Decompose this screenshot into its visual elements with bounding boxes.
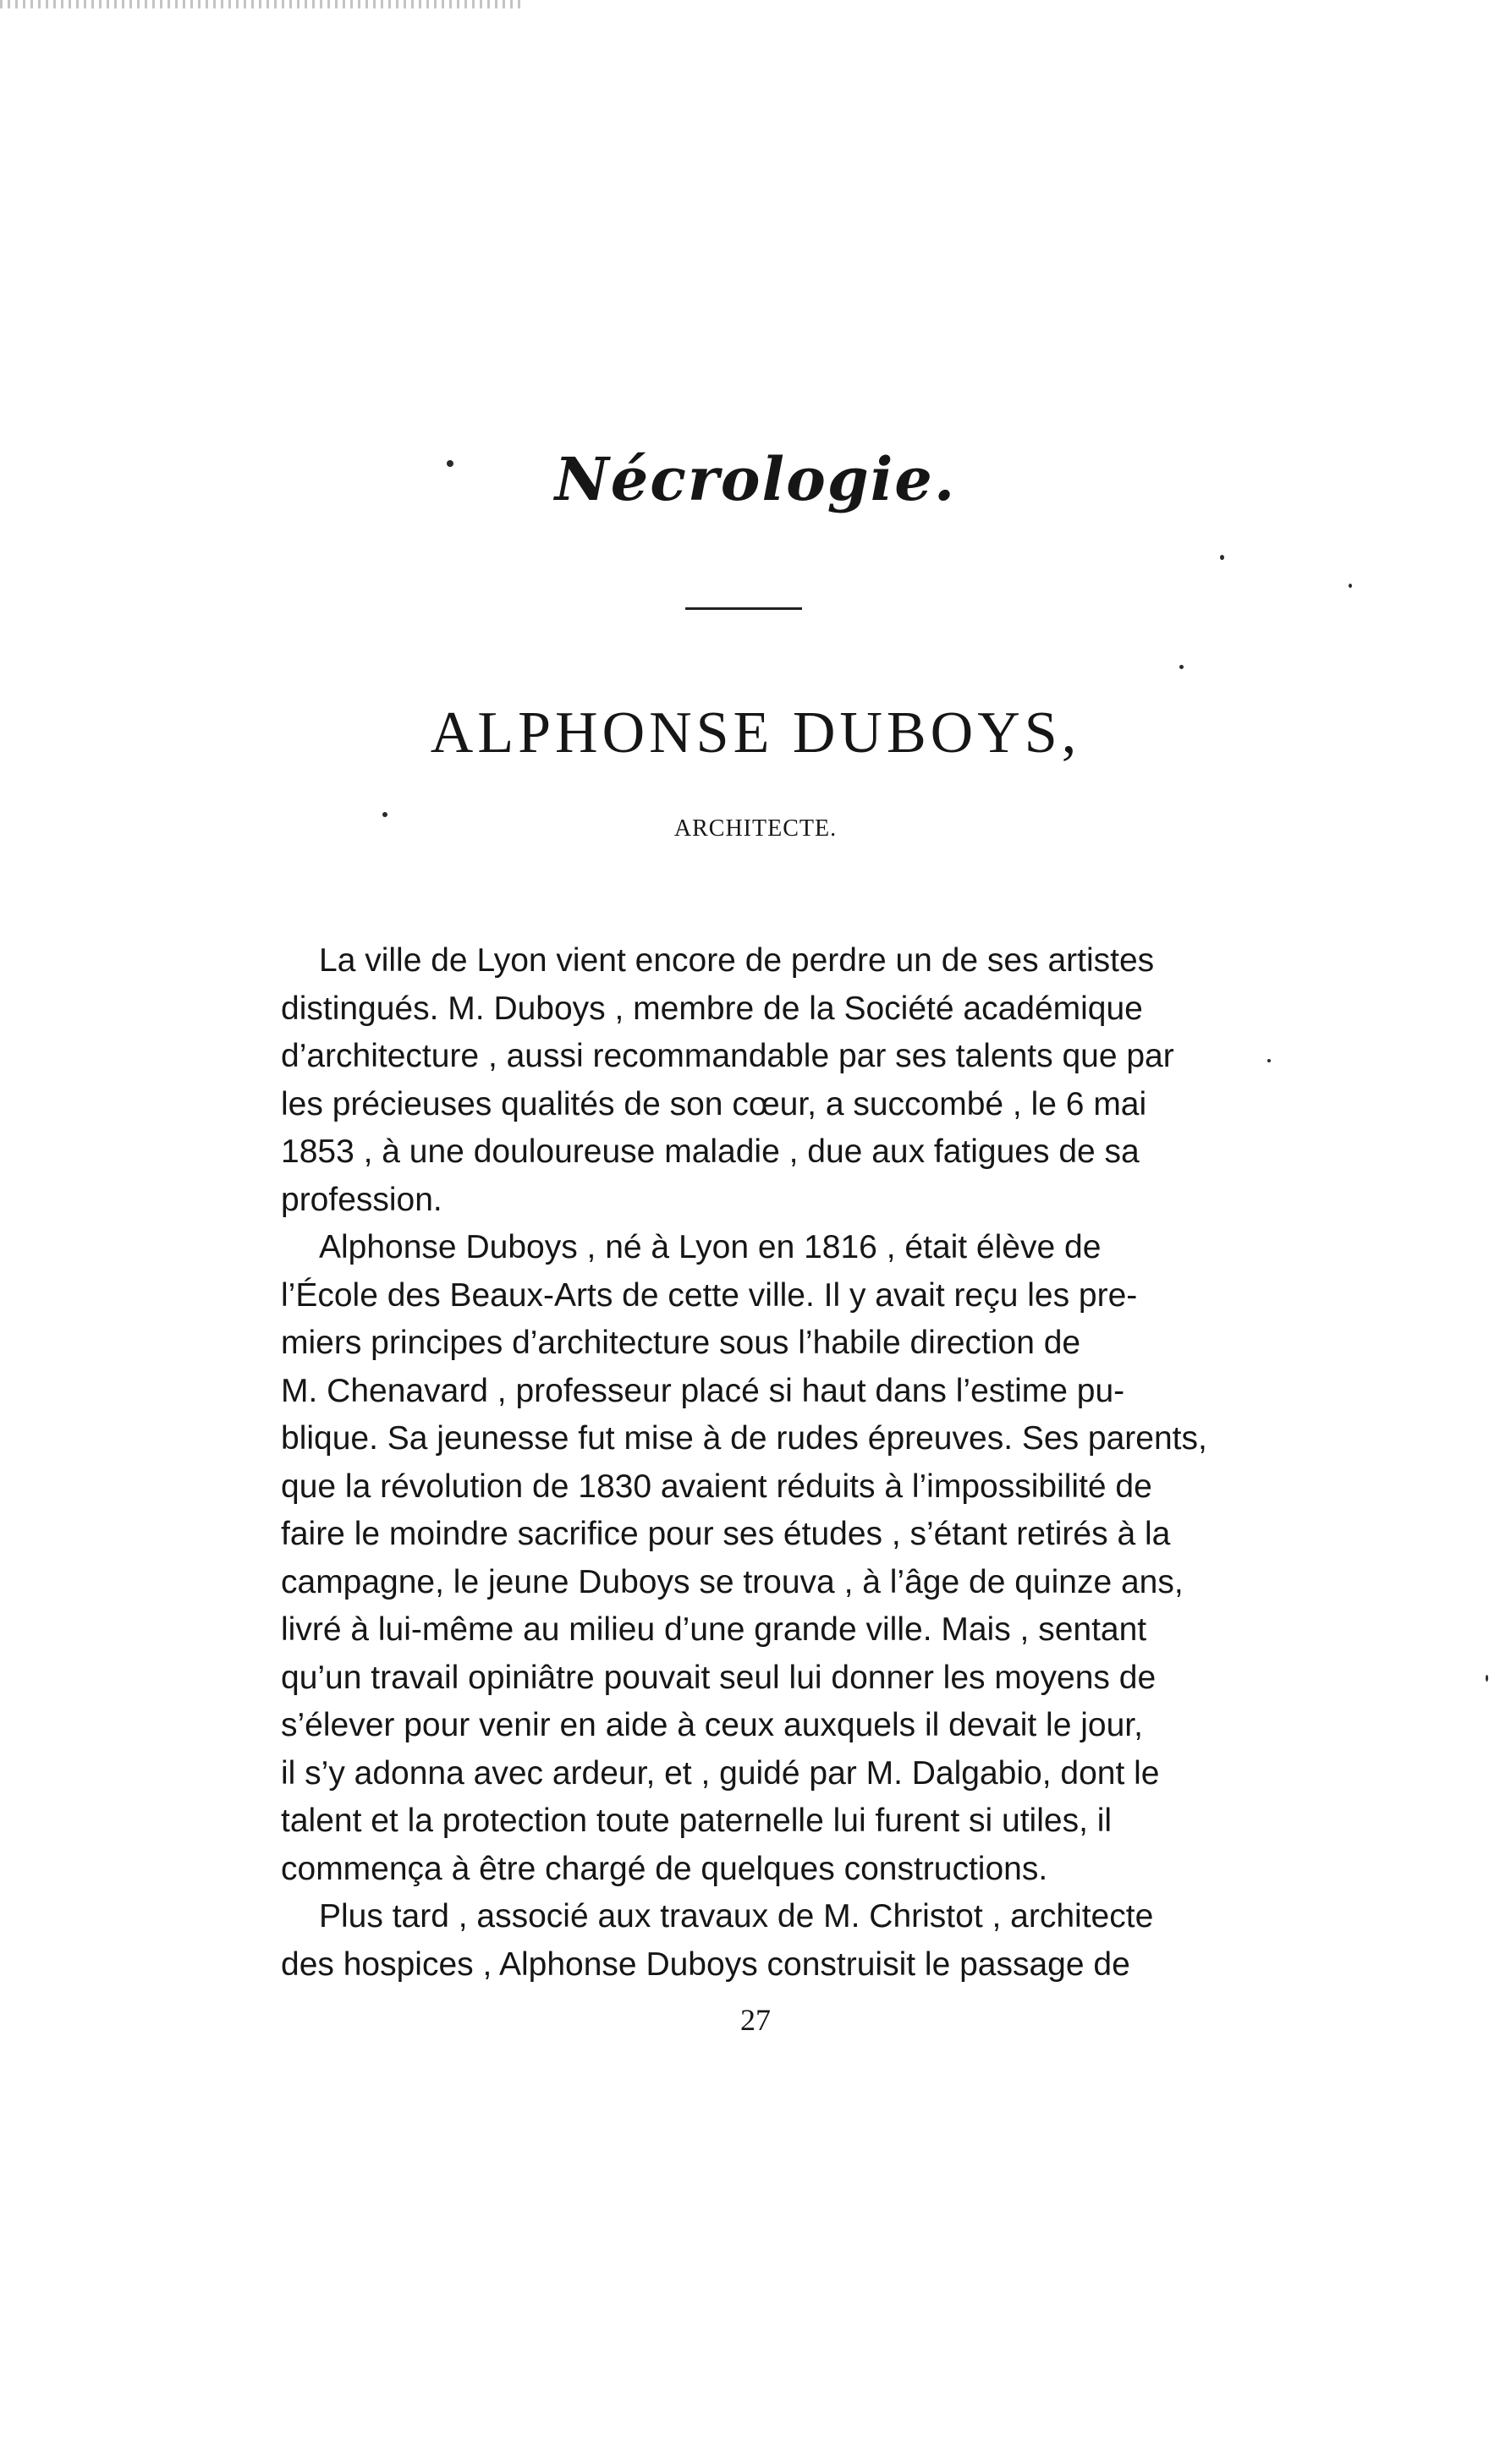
text-line: qu’un travail opiniâtre pouvait seul lui donner les moyens de bbox=[281, 1659, 1157, 1696]
text-line: des hospices , Alphonse Duboys construisit le passage de bbox=[281, 1945, 1130, 1983]
paragraph bbox=[281, 937, 1186, 1224]
obituary-name: ALPHONSE DUBOYS, bbox=[430, 700, 1081, 766]
text-line: miers principes d’architecture sous l’habile direction de bbox=[281, 1325, 1081, 1361]
text-line: Alphonse Duboys , né à Lyon en 1816 , était élève de bbox=[319, 1229, 1102, 1265]
text-line: Plus tard , associé aux travaux de M. Christot , architecte bbox=[319, 1898, 1154, 1934]
text-line: l’École des Beaux-Arts de cette ville. Il y avait reçu les pre- bbox=[281, 1276, 1138, 1314]
text-line: d’architecture , aussi recommandable par ses talents que par bbox=[281, 1038, 1174, 1074]
text-line: commença à être chargé de quelques constructions. bbox=[281, 1850, 1048, 1887]
text-line: La ville de Lyon vient encore de perdre un de ses artistes bbox=[319, 942, 1155, 979]
text-line: distingués. M. Duboys , membre de la Société académique bbox=[281, 990, 1143, 1027]
text-line: s’élever pour venir en aide à ceux auxquels il devait le jour, bbox=[281, 1707, 1143, 1743]
scan-speck bbox=[1349, 584, 1352, 588]
text-line: 1853 , à une douloureuse maladie , due aux fatigues de sa bbox=[281, 1133, 1140, 1170]
text-line: livré à lui-même au milieu d’une grande ville. Mais , sentant bbox=[281, 1611, 1147, 1648]
section-heading: Nécrologie. bbox=[554, 444, 957, 514]
text-line: les précieuses qualités de son cœur, a succombé , le 6 mai bbox=[281, 1085, 1147, 1122]
text-line: faire le moindre sacrifice pour ses études , s’étant retirés à la bbox=[281, 1516, 1171, 1552]
text-line: que la révolution de 1830 avaient réduits à l’impossibilité de bbox=[281, 1468, 1152, 1505]
paragraph bbox=[281, 1893, 1186, 1989]
text-line: M. Chenavard , professeur placé si haut dans l’estime pu- bbox=[281, 1372, 1125, 1409]
page-number: 27 bbox=[740, 2003, 771, 2037]
obituary-role: ARCHITECTE. bbox=[673, 815, 838, 842]
obituary-body bbox=[281, 937, 1207, 1989]
text-line: il s’y adonna avec ardeur, et , guidé par M. Dalgabio, dont le bbox=[281, 1754, 1160, 1792]
text-line: campagne, le jeune Duboys se trouva , à l’âge de quinze ans, bbox=[281, 1563, 1184, 1600]
text-line: profession. bbox=[281, 1181, 442, 1218]
text-line: blique. Sa jeunesse fut mise à de rudes épreuves. Ses parents, bbox=[281, 1420, 1207, 1457]
scan-speck bbox=[1486, 1675, 1488, 1682]
scan-edge-noise bbox=[0, 0, 525, 8]
title-rule bbox=[685, 607, 802, 610]
scan-speck bbox=[1179, 665, 1184, 669]
text-line: talent et la protection toute paternelle lui furent si utiles, il bbox=[281, 1803, 1113, 1839]
scan-speck bbox=[1220, 555, 1224, 560]
scan-speck bbox=[1267, 1059, 1271, 1062]
paragraph bbox=[281, 1224, 1207, 1893]
